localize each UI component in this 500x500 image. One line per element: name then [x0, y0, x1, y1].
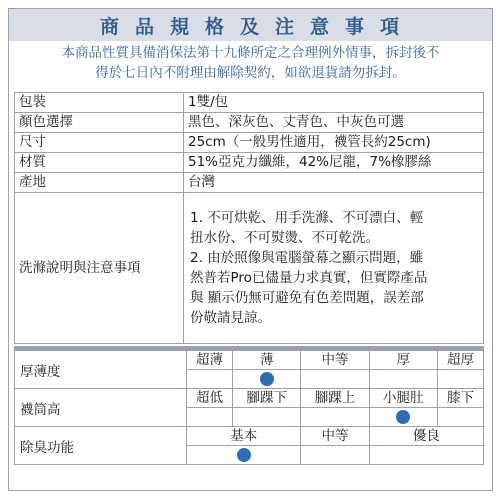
rating-option: 腳踝下 [233, 389, 301, 408]
rating-option: 中等 [301, 427, 369, 446]
spec-value: 51%亞克力纖維，42%尼龍，7%橡膠絲 [184, 153, 484, 173]
rating-dot-cell [437, 370, 483, 389]
spec-value: 1雙/包 [184, 93, 484, 113]
rating-options-row [15, 427, 484, 446]
rating-dot-cell [369, 408, 437, 427]
rating-label: 厚薄度 [15, 351, 187, 389]
selected-level-dot [237, 448, 251, 462]
wash-label: 洗滌說明與注意事項 [15, 193, 184, 344]
notice-line: 本商品性質具備消保法第十九條所定之合理例外情事，拆封後不 [61, 45, 440, 61]
rating-dot-cell [187, 408, 233, 427]
rating-options-row [15, 351, 484, 370]
rating-table [14, 350, 484, 465]
spec-table [14, 92, 484, 344]
spec-value: 25cm（一般男性適用，襪管長約25cm) [184, 133, 484, 153]
spec-value: 黑色、深灰色、丈青色、中灰色可選 [184, 113, 484, 133]
wash-instructions [184, 193, 484, 344]
rating-option: 膝下 [437, 389, 483, 408]
rating-dot-cell [187, 446, 301, 465]
rating-option: 優良 [369, 427, 483, 446]
spec-label: 顏色選擇 [15, 113, 184, 133]
wash-line: 然普若Pro已儘量力求真實，但實際產品 [190, 270, 428, 286]
rating-option: 中等 [301, 351, 369, 370]
spec-value: 台灣 [184, 173, 484, 193]
rating-options-row [15, 389, 484, 408]
rating-dot-cell [233, 370, 301, 389]
rating-option: 小腿肚 [369, 389, 437, 408]
spec-label: 尺寸 [15, 133, 184, 153]
rating-option: 超薄 [187, 351, 233, 370]
wash-row [15, 193, 484, 344]
rating-option: 超低 [187, 389, 233, 408]
wash-line: 與 顯示仍無可避免有色差問題，誤差部 [190, 290, 424, 306]
spec-label: 包裝 [15, 93, 184, 113]
rating-dot-cell [187, 370, 233, 389]
wash-line: 2. 由於照像與電腦螢幕之顯示問題，雖 [190, 250, 424, 266]
spec-label: 產地 [15, 173, 184, 193]
rating-dot-cell [301, 446, 369, 465]
spec-row [15, 133, 484, 153]
rating-dot-cell [437, 408, 483, 427]
rating-option: 薄 [233, 351, 301, 370]
rating-option: 腳踝上 [301, 389, 369, 408]
spec-row [15, 173, 484, 193]
rating-label: 襪筒高 [15, 389, 187, 427]
rating-option: 基本 [187, 427, 301, 446]
wash-line: 份敬請見諒。 [190, 310, 271, 326]
wash-line: 扭水份、不可熨燙、不可乾洗。 [190, 230, 379, 246]
rating-dot-cell [369, 446, 483, 465]
spec-row [15, 113, 484, 133]
rating-dot-cell [233, 408, 301, 427]
rating-dot-cell [301, 408, 369, 427]
rating-dot-cell [369, 370, 437, 389]
spec-label: 材質 [15, 153, 184, 173]
card-title: 商品規格及注意事項 [9, 9, 492, 41]
rating-label: 除臭功能 [15, 427, 187, 465]
rating-option: 超厚 [437, 351, 483, 370]
spec-row [15, 153, 484, 173]
wash-line: 1. 不可烘乾、用手洗滌、不可漂白、輕 [190, 210, 424, 226]
rating-option: 厚 [369, 351, 437, 370]
selected-level-dot [396, 410, 410, 424]
rating-dot-cell [301, 370, 369, 389]
spec-row [15, 93, 484, 113]
return-policy-notice [9, 43, 492, 87]
selected-level-dot [260, 372, 274, 386]
notice-line: 得於七日內不附理由解除契約，如欲退貨請勿拆封。 [95, 65, 406, 81]
